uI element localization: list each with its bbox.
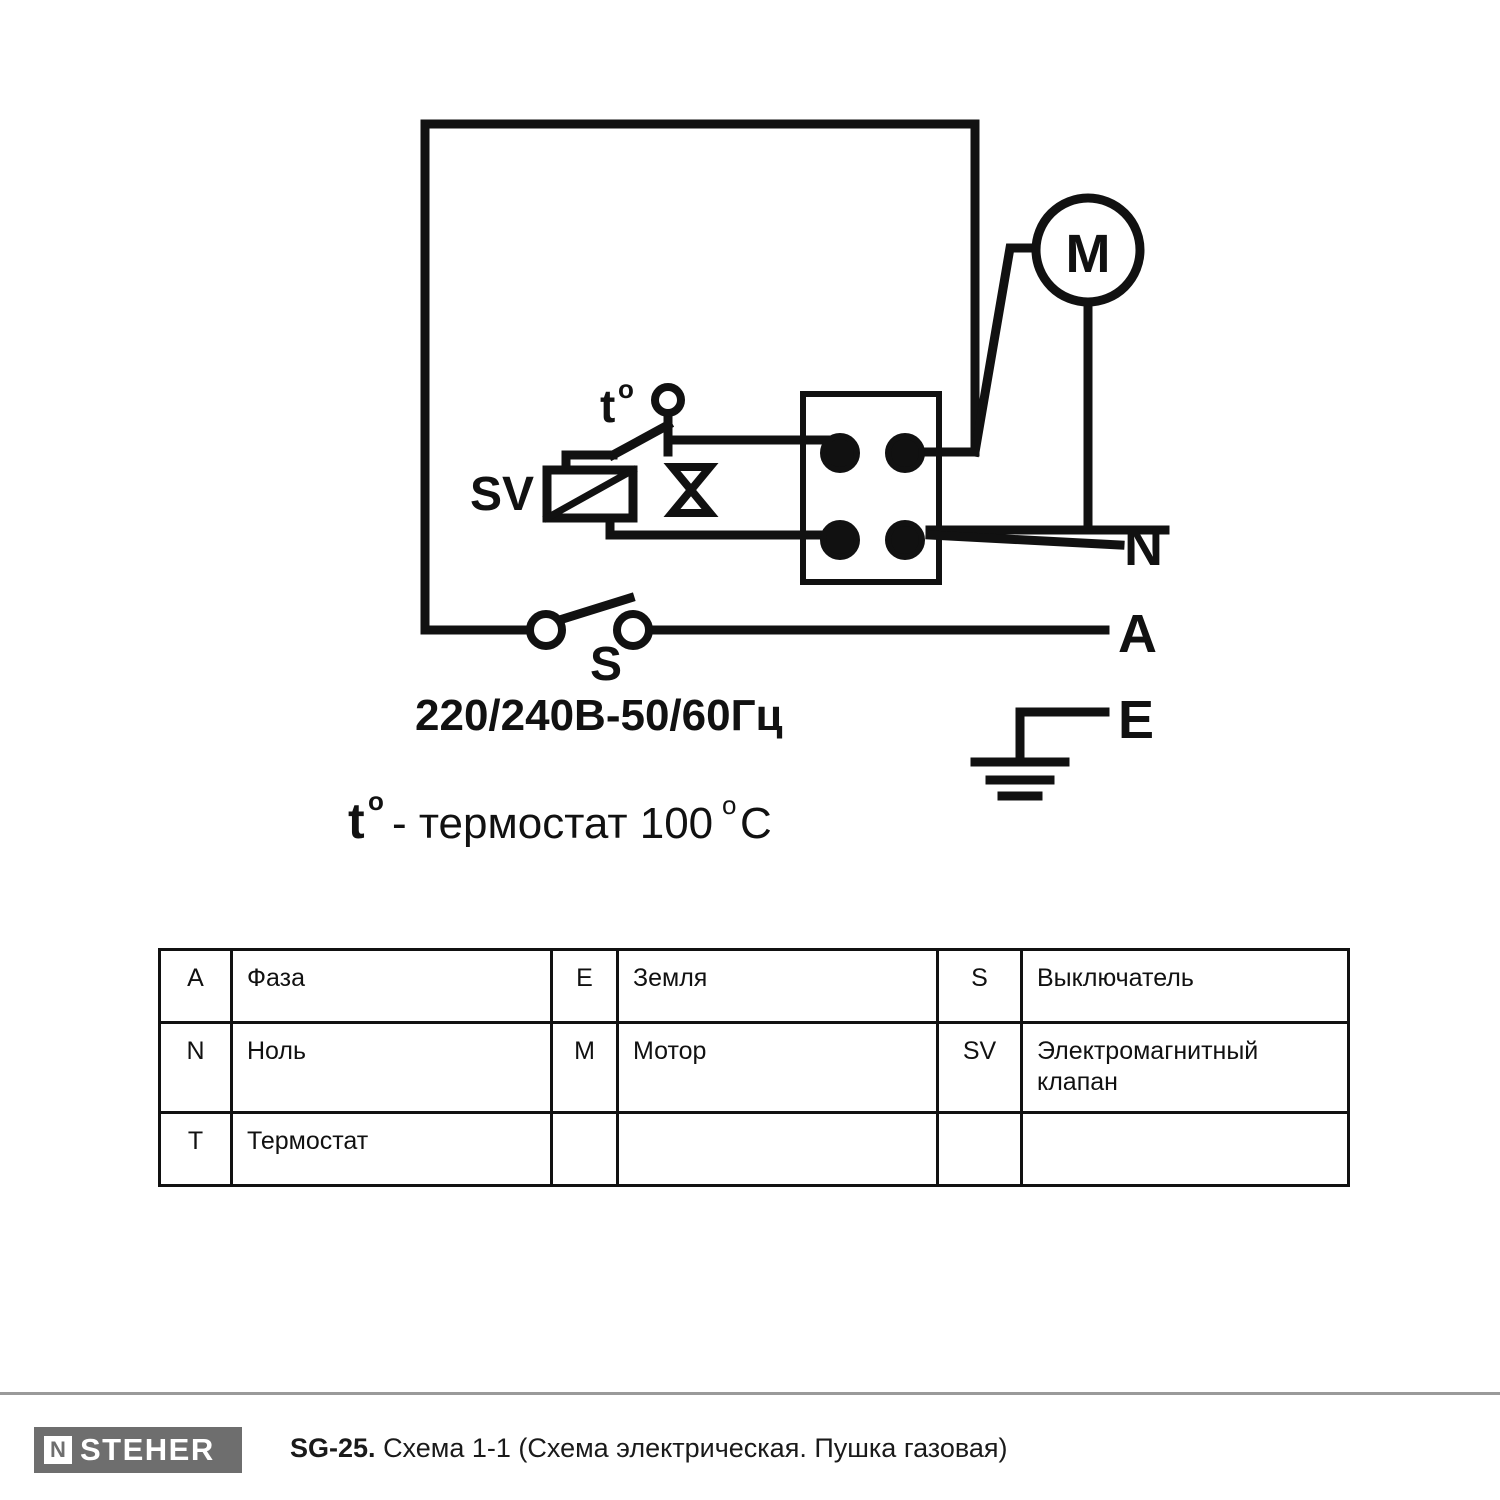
legend-symbol: S: [938, 950, 1022, 1023]
legend-text: Фаза: [232, 950, 552, 1023]
sv-label: SV: [470, 468, 535, 521]
legend-symbol: SV: [938, 1023, 1022, 1113]
thermostat-note-symbol: t: [348, 793, 365, 849]
legend-text: [1022, 1112, 1349, 1185]
phase-label: A: [1118, 604, 1157, 664]
neutral-label: N: [1124, 517, 1163, 577]
legend-text: Земля: [618, 950, 938, 1023]
brand-name: STEHER: [80, 1432, 215, 1467]
footer-bar: [0, 1392, 1500, 1500]
figure-caption-text: Схема 1-1 (Схема электрическая. Пушка газовая): [383, 1433, 1008, 1463]
table-row: [160, 1112, 1349, 1185]
wire-motor-return: [1088, 300, 1165, 530]
thermostat-note-degree-2: o: [722, 790, 737, 820]
brand-logo: [34, 1427, 242, 1473]
legend-symbol: N: [160, 1023, 232, 1113]
legend-table: [158, 948, 1350, 1187]
legend-symbol: E: [552, 950, 618, 1023]
table-row: [160, 950, 1349, 1023]
legend-text: Электромагнитный клапан: [1022, 1023, 1349, 1113]
wire-to-N: [930, 535, 1120, 545]
figure-code: SG-25.: [290, 1433, 376, 1463]
legend-symbol: M: [552, 1023, 618, 1113]
logo-mark-icon: N: [44, 1436, 72, 1464]
main-loop-top: [425, 124, 975, 452]
earth-label: E: [1118, 690, 1155, 750]
sv-coil-diagonal: [547, 470, 633, 518]
legend-text: Ноль: [232, 1023, 552, 1113]
switch-label: S: [590, 638, 623, 691]
legend-symbol: A: [160, 950, 232, 1023]
thermostat-blade: [613, 425, 668, 455]
thermostat-symbol: t: [600, 380, 616, 432]
legend-text: [618, 1112, 938, 1185]
voltage-label: 220/240В-50/60Гц: [415, 691, 783, 740]
legend-text: Термостат: [232, 1112, 552, 1185]
legend-symbol: [938, 1112, 1022, 1185]
valve-symbol: [672, 467, 710, 513]
thermostat-note-unit: С: [740, 799, 772, 848]
thermostat-degree-sign: o: [618, 374, 634, 404]
legend-text: Выключатель: [1022, 950, 1349, 1023]
terminal-dots: [823, 436, 922, 557]
wire-to-motor: [975, 248, 1038, 452]
motor-label: M: [1065, 224, 1111, 284]
legend-symbol: T: [160, 1112, 232, 1185]
thermostat-note-degree: o: [368, 786, 384, 816]
legend-text: Мотор: [618, 1023, 938, 1113]
thermostat-note-text: - термостат 100: [392, 799, 714, 848]
table-row: [160, 1023, 1349, 1113]
figure-caption: [290, 1433, 1008, 1464]
legend-symbol: [552, 1112, 618, 1185]
